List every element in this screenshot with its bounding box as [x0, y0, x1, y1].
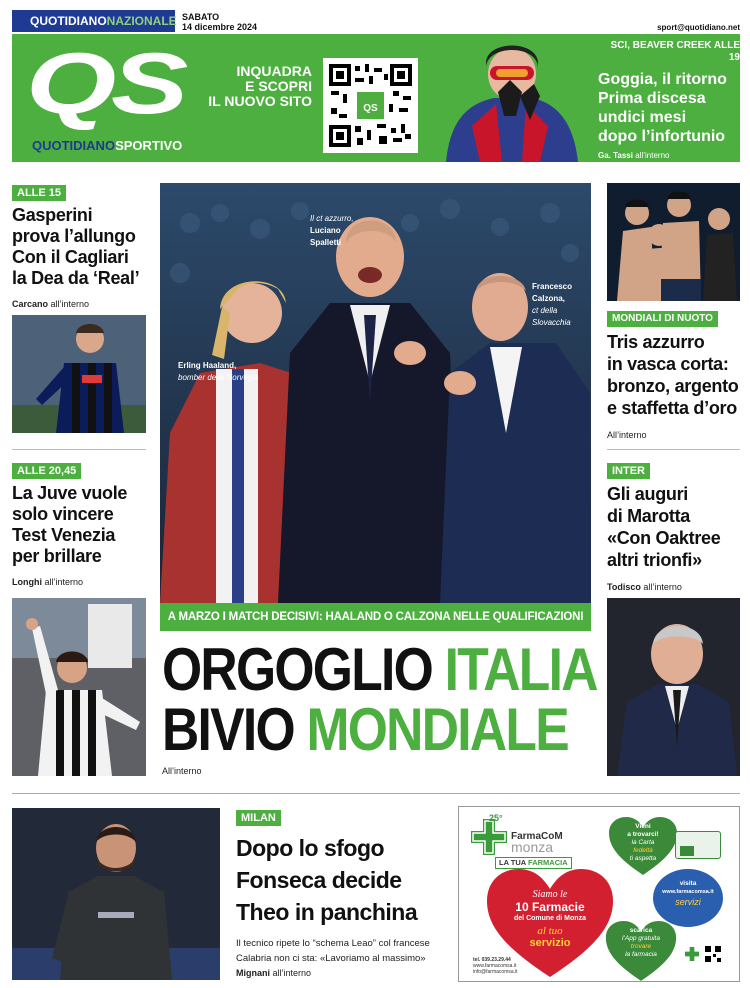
logo-sub-right: SPORTIVO — [115, 138, 183, 153]
marotta-photo[interactable] — [607, 598, 740, 776]
ad-badge-1-line-3: la Carta — [631, 839, 655, 846]
main-banner: A MARZO I MATCH DECISIVI: HAALAND O CALZONA NELLE QUALIFICAZIONI — [160, 603, 591, 631]
right-story-2-author: Todisco — [607, 582, 641, 592]
right-story-1-line-2: in vasca corta: — [607, 354, 729, 374]
bottom-story-kicker: MILAN — [236, 810, 281, 826]
right-story-1-line-4: e staffetta d’oro — [607, 398, 737, 418]
ad-tag-2: FARMACIA — [528, 858, 568, 867]
ad-badge-2-line-2: www.farmacomsa.it — [662, 889, 714, 895]
right-story-2[interactable] — [607, 461, 742, 592]
brand-right: NAZIONALE — [106, 14, 177, 28]
ad-web[interactable]: www.farmacomsa.it — [473, 963, 517, 969]
left-story-2-byline — [12, 577, 147, 587]
ad-phone: tel. 039.23.29.44 — [473, 957, 511, 963]
bottom-story-where: all’interno — [272, 968, 312, 978]
ad-heart-text — [499, 889, 601, 949]
pharmacy-cross-icon — [471, 819, 507, 855]
caption-spalletti-line-1: Il ct azzurro, — [310, 214, 354, 223]
ad-badge-3-line-1: scarica — [629, 927, 653, 934]
football-player-illustration-icon — [12, 315, 146, 433]
right-story-2-line-3: «Con Oaktree — [607, 528, 721, 548]
qr-line-3: IL NUOVO SITO — [208, 93, 312, 109]
qr-line-2: E SCOPRI — [245, 78, 312, 94]
caption-spalletti — [310, 213, 354, 249]
headline-italia: ITALIA — [444, 636, 597, 703]
skier-illustration-icon — [436, 34, 586, 162]
ad-tagline — [495, 857, 572, 869]
headline-orgoglio: ORGOGLIO — [162, 636, 433, 703]
celebrating-player-illustration-icon — [12, 598, 146, 776]
day: SABATO — [182, 12, 220, 22]
left-divider — [12, 449, 146, 450]
left-story-1-line-2: prova l’allungo — [12, 226, 136, 246]
left-story-2-line-1: La Juve vuole — [12, 483, 128, 503]
caption-calzona-line-4: Slovacchia — [532, 318, 571, 327]
theo-photo[interactable] — [12, 808, 220, 980]
bottom-story-byline — [236, 968, 451, 978]
bottom-story-summary-2: Calabria non ci sta: «Lavoriamo al massimo» — [236, 953, 426, 964]
qr-text — [198, 64, 312, 109]
bottom-story-line-2: Fonseca decide — [236, 867, 402, 893]
left-story-1-headline — [12, 205, 147, 289]
bottom-story-line-1: Dopo lo sfogo — [236, 835, 385, 861]
left-story-2-headline — [12, 483, 147, 567]
ad-badge-3-line-4: la farmacia — [625, 951, 657, 958]
caption-calzona — [532, 281, 572, 329]
left-story-2-author: Longhi — [12, 577, 42, 587]
left-story-2-kicker: ALLE 20,45 — [12, 463, 81, 479]
ad-heart-1: Siamo le — [532, 889, 568, 900]
ad-anniversary: 25° — [489, 813, 503, 823]
ad-badge-2-line-1: visita — [679, 880, 697, 887]
right-story-1-kicker: MONDIALI DI NUOTO — [607, 311, 718, 327]
top-story-where: all’interno — [635, 151, 670, 160]
left-story-1-byline — [12, 299, 147, 309]
ad-badge-1-line-5: ti aspetta — [629, 855, 657, 862]
ad-badge-1-text — [611, 823, 675, 863]
date: 14 dicembre 2024 — [182, 22, 258, 32]
ad-card-icon — [675, 831, 721, 859]
ad-brand-1: FarmaCoM — [511, 831, 563, 842]
right-story-1-line-1: Tris azzurro — [607, 332, 705, 352]
caption-haaland-line-2: bomber della Norvegia — [178, 373, 259, 382]
date-block — [182, 12, 257, 32]
ad-heart-2: 10 Farmacie — [515, 900, 585, 914]
milan-player-illustration-icon — [12, 808, 220, 980]
headline-bivio: BIVIO — [162, 696, 294, 763]
main-headline-line-1 — [162, 636, 597, 703]
bottom-story[interactable] — [236, 808, 451, 978]
swimmers-illustration-icon — [607, 183, 740, 301]
bottom-story-headline — [236, 832, 451, 928]
left-story-2[interactable] — [12, 461, 147, 587]
caption-calzona-line-3: ct della — [532, 306, 558, 315]
brand-left: QUOTIDIANO — [30, 14, 107, 28]
top-story-line-3: undici mesi — [598, 109, 687, 126]
right-story-2-where: all’interno — [643, 582, 682, 592]
right-story-2-line-4: altri trionfi» — [607, 550, 702, 570]
man-portrait-illustration-icon — [607, 598, 740, 776]
right-story-2-headline — [607, 483, 742, 571]
goggia-photo[interactable] — [436, 34, 586, 162]
atalanta-player-photo[interactable] — [12, 315, 146, 433]
left-story-2-line-2: solo vincere — [12, 504, 114, 524]
right-story-2-kicker: INTER — [607, 463, 650, 479]
right-story-1-line-3: bronzo, argento — [607, 376, 739, 396]
top-story-author: Ga. Tassi — [598, 151, 633, 160]
caption-haaland-line-1: Erling Haaland, — [178, 361, 237, 370]
masthead — [12, 10, 740, 162]
top-story-line-1: Goggia, il ritorno — [598, 71, 727, 88]
main-headline[interactable] — [162, 636, 597, 763]
ad-badge-1-line-2: a trovarci! — [627, 831, 659, 838]
logo-sub-left: QUOTIDIANO — [32, 138, 116, 153]
juventus-player-photo[interactable] — [12, 598, 146, 776]
top-story[interactable] — [598, 40, 740, 160]
caption-calzona-line-1: Francesco — [532, 282, 573, 291]
small-qr-icon[interactable] — [705, 946, 721, 962]
right-story-1-headline — [607, 331, 742, 419]
caption-haaland — [178, 360, 259, 384]
right-divider — [607, 449, 740, 450]
left-story-1-line-4: la Dea da ‘Real’ — [12, 268, 140, 288]
ad-heart-5: servizio — [529, 937, 571, 949]
top-story-line-4: dopo l’infortunio — [598, 128, 726, 145]
left-story-1-where: all’interno — [50, 299, 90, 309]
ad-mail[interactable]: info@farmacomsa.it — [473, 969, 518, 975]
qr-center-label: QS — [363, 103, 378, 114]
top-story-line-2: Prima discesa — [598, 90, 706, 107]
left-story-1-line-3: Con il Cagliari — [12, 247, 129, 267]
email[interactable]: sport@quotidiano.net — [657, 23, 740, 32]
ad-logo — [471, 813, 577, 869]
ad-badge-3-line-2: l’App gratuita — [622, 935, 660, 942]
swimmers-photo[interactable] — [607, 183, 740, 301]
left-story-1[interactable] — [12, 183, 147, 309]
top-story-headline — [598, 70, 740, 146]
small-cross-icon — [685, 947, 699, 961]
right-story-2-byline — [607, 582, 742, 592]
main-where: All’interno — [162, 766, 202, 776]
headline-mondiale: MONDIALE — [306, 696, 568, 763]
main-headline-line-2 — [162, 696, 568, 763]
ad-contacts — [473, 957, 518, 975]
caption-calzona-line-2: Calzona, — [532, 294, 565, 303]
ad-brand-2: monza — [511, 839, 554, 855]
bottom-story-author: Mignani — [236, 968, 270, 978]
left-story-2-where: all’interno — [44, 577, 84, 587]
left-story-1-kicker: ALLE 15 — [12, 185, 66, 201]
caption-spalletti-line-3: Spalletti — [310, 238, 342, 247]
left-story-1-author: Carcano — [12, 299, 49, 309]
left-story-1-line-1: Gasperini — [12, 205, 93, 225]
ad-heart-3: del Comune di Monza — [514, 915, 586, 922]
left-story-2-line-3: Test Venezia — [12, 525, 116, 545]
ad-badge-3-text — [607, 927, 675, 959]
bottom-story-summary — [236, 936, 451, 966]
main-photo[interactable] — [160, 183, 591, 603]
caption-spalletti-line-2: Luciano — [310, 226, 341, 235]
ad-badge-1-line-4: fedeltà — [633, 847, 653, 854]
coaches-and-player-illustration-icon — [160, 183, 591, 603]
right-story-1-where: All’interno — [607, 430, 647, 440]
ad-heart-4: al tuo — [537, 925, 563, 937]
bottom-story-line-3: Theo in panchina — [236, 899, 418, 925]
top-story-byline — [598, 151, 740, 160]
ad-badge-2-line-3: servizi — [675, 897, 701, 907]
logo-sub — [32, 138, 182, 154]
right-story-2-line-1: Gli auguri — [607, 484, 689, 504]
top-story-kicker: SCI, BEAVER CREEK ALLE 19 — [610, 40, 740, 63]
qr-code[interactable] — [323, 58, 418, 153]
qr-line-1: INQUADRA — [236, 63, 312, 79]
bottom-story-summary-1: Il tecnico ripete lo “schema Leao” col francese — [236, 938, 430, 949]
ad-badge-3-line-3: trovare — [630, 943, 652, 950]
pharmacy-ad[interactable] — [458, 806, 740, 982]
right-story-2-line-2: di Marotta — [607, 506, 691, 526]
qs-logo[interactable]: QS — [26, 36, 183, 132]
right-story-1[interactable] — [607, 308, 742, 440]
ad-badge-2[interactable] — [653, 869, 723, 927]
ad-badge-1-line-1: Vieni — [635, 823, 651, 830]
ad-tag-1: LA TUA — [499, 858, 526, 867]
brand-bar — [12, 10, 175, 32]
section-divider — [12, 793, 740, 794]
left-story-2-line-4: per brillare — [12, 546, 102, 566]
